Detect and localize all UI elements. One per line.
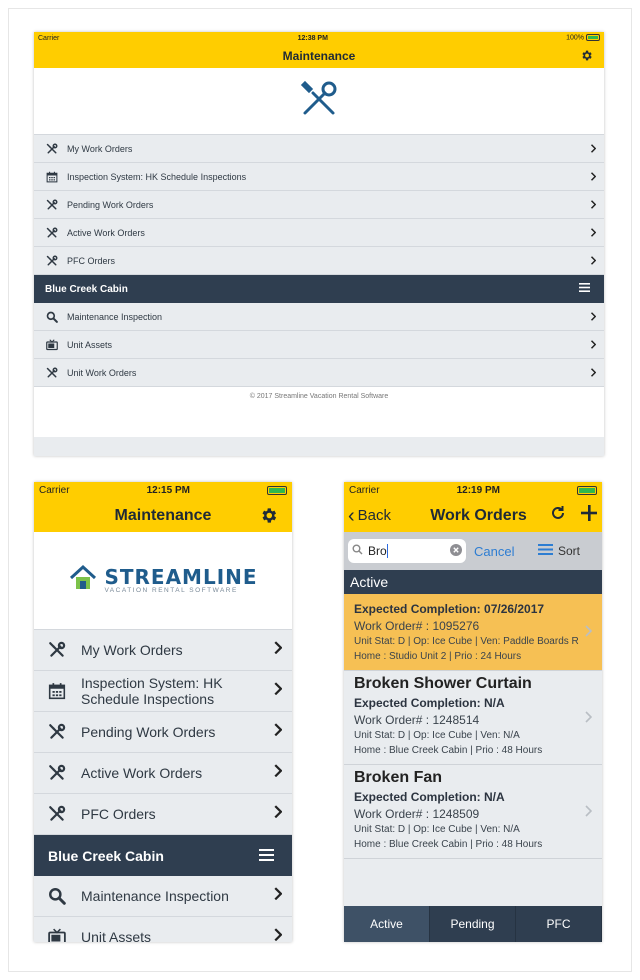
menu-item-maintenance-inspection[interactable] (34, 876, 292, 917)
tab-bar (344, 906, 602, 942)
page-title: Maintenance (114, 506, 212, 524)
unit-name: Blue Creek Cabin (48, 847, 164, 864)
menu-item-pending-work-orders[interactable] (34, 712, 292, 753)
search-icon (352, 544, 363, 558)
work-order-card[interactable] (344, 594, 602, 671)
tools-icon (46, 641, 68, 659)
menu-item-pfc-orders[interactable] (34, 247, 604, 275)
search-input[interactable] (348, 539, 466, 563)
search-icon (44, 311, 60, 323)
menu-item-label: Inspection System: HK Schedule Inspections (81, 675, 223, 707)
tools-icon (44, 367, 60, 379)
tab-active[interactable]: Active (344, 906, 430, 942)
tools-icon (46, 723, 68, 741)
footer-copyright: © 2017 Streamline Vacation Rental Software (34, 387, 604, 437)
battery-icon (577, 486, 597, 495)
battery-icon (586, 34, 600, 41)
status-time: 12:15 PM (146, 485, 190, 496)
menu-item-pending-work-orders[interactable] (34, 191, 604, 219)
menu-item-maintenance-inspection[interactable] (34, 303, 604, 331)
chevron-right-icon (273, 723, 282, 742)
chevron-left-icon: ‹ (348, 504, 355, 527)
status-bar (34, 482, 292, 499)
menu-item-my-work-orders[interactable] (34, 135, 604, 163)
main-menu (34, 135, 604, 275)
menu-item-label: PFC Orders (81, 806, 156, 822)
search-bar (344, 532, 602, 570)
list-icon (538, 544, 553, 558)
chevron-right-icon (590, 366, 596, 380)
menu-item-label: Inspection System: HK Schedule Inspections (67, 171, 247, 182)
carrier-label: Carrier (38, 34, 60, 42)
menu-item-label: Maintenance Inspection (81, 888, 229, 904)
streamline-logo (34, 532, 292, 630)
unit-section-header[interactable] (34, 275, 604, 303)
chevron-right-icon (584, 710, 592, 726)
chevron-right-icon (273, 764, 282, 783)
battery-percent: 100% (566, 34, 585, 42)
carrier-label: Carrier (349, 485, 380, 496)
unit-status: Unit Stat: D | Op: Ice Cube | Ven: N/A (354, 824, 520, 835)
menu-item-active-work-orders[interactable] (34, 219, 604, 247)
chevron-right-icon (590, 310, 596, 324)
menu-item-label: Unit Work Orders (67, 367, 137, 378)
unit-name: Blue Creek Cabin (45, 283, 128, 295)
menu-item-inspection-system-hk-schedule-inspections[interactable] (34, 163, 604, 191)
unit-menu (34, 303, 604, 387)
work-order-card[interactable] (344, 671, 602, 765)
back-label: Back (357, 507, 392, 524)
menu-item-label: My Work Orders (81, 642, 183, 658)
home-priority: Home : Studio Unit 2 | Prio : 24 Hours (354, 651, 522, 662)
chevron-right-icon (590, 226, 596, 240)
menu-item-label: Pending Work Orders (81, 724, 216, 740)
tab-pending[interactable]: Pending (430, 906, 516, 942)
chevron-right-icon (584, 804, 592, 820)
nav-bar (34, 499, 292, 532)
calendar-icon (46, 682, 68, 700)
unit-menu (34, 876, 292, 942)
chevron-right-icon (273, 641, 282, 660)
calendar-icon (44, 171, 60, 183)
home-priority: Home : Blue Creek Cabin | Prio : 48 Hours (354, 839, 543, 850)
menu-item-my-work-orders[interactable] (34, 630, 292, 671)
tab-pfc[interactable]: PFC (516, 906, 602, 942)
menu-item-unit-assets[interactable] (34, 331, 604, 359)
logo-name: STREAMLINE (104, 565, 258, 589)
house-logo-icon (68, 563, 98, 598)
nav-bar (344, 499, 602, 532)
cancel-button[interactable]: Cancel (474, 543, 515, 559)
nav-actions (550, 504, 598, 527)
hamburger-icon[interactable] (259, 848, 274, 864)
back-button[interactable] (348, 506, 391, 526)
tools-icon (44, 199, 60, 211)
unit-section-header[interactable] (34, 835, 292, 876)
menu-item-active-work-orders[interactable] (34, 753, 292, 794)
sort-label: Sort (558, 544, 581, 558)
expected-completion: Expected Completion: N/A (354, 696, 505, 710)
chevron-right-icon (273, 887, 282, 906)
menu-item-label: PFC Orders (67, 255, 116, 266)
tools-icon (44, 143, 60, 155)
menu-item-label: Active Work Orders (67, 227, 145, 238)
menu-item-unit-assets[interactable] (34, 917, 292, 942)
phone-workorders-screen (344, 482, 602, 942)
tv-icon (44, 339, 60, 351)
page-title: Work Orders (430, 506, 527, 524)
menu-item-label: Pending Work Orders (67, 199, 154, 210)
chevron-right-icon (584, 624, 592, 640)
tools-icon (46, 764, 68, 782)
status-time: 12:38 PM (297, 34, 328, 42)
search-icon (46, 887, 68, 905)
sort-button[interactable] (538, 544, 580, 558)
gear-icon[interactable] (259, 506, 278, 530)
home-priority: Home : Blue Creek Cabin | Prio : 48 Hours (354, 745, 543, 756)
battery-indicator (566, 34, 600, 41)
unit-status: Unit Stat: D | Op: Ice Cube | Ven: N/A (354, 730, 520, 741)
chevron-right-icon (590, 338, 596, 352)
status-time: 12:19 PM (456, 485, 500, 496)
menu-item-pfc-orders[interactable] (34, 794, 292, 835)
expected-completion: Expected Completion: N/A (354, 790, 505, 804)
tools-icon (44, 255, 60, 267)
work-order-number: Work Order# : 1095276 (354, 619, 480, 633)
menu-item-label: Maintenance Inspection (67, 311, 163, 322)
nav-bar (34, 44, 604, 68)
expected-completion: Expected Completion: 07/26/2017 (354, 602, 545, 616)
hamburger-icon[interactable] (579, 283, 590, 295)
logo-text (104, 567, 257, 594)
search-value: Bro (368, 543, 387, 558)
menu-item-label: Unit Assets (81, 929, 152, 942)
status-bar (344, 482, 602, 499)
main-menu (34, 630, 292, 835)
page-title: Maintenance (282, 49, 356, 63)
clear-icon[interactable] (450, 544, 462, 559)
tools-icon (46, 805, 68, 823)
wrench-screwdriver-icon (297, 77, 341, 126)
menu-item-label: Unit Assets (67, 339, 113, 350)
work-order-title: Broken Shower Curtain (354, 675, 532, 692)
gear-icon[interactable] (580, 49, 593, 65)
ipad-screen (34, 32, 604, 456)
unit-status: Unit Stat: D | Op: Ice Cube | Ven: Paddle Boards R (354, 636, 579, 647)
logo-tagline: VACATION RENTAL SOFTWARE (104, 587, 238, 594)
tools-icon (44, 227, 60, 239)
menu-item-label: My Work Orders (67, 143, 133, 154)
status-bar (34, 32, 604, 44)
menu-item-unit-work-orders[interactable] (34, 359, 604, 387)
section-header-active: Active (344, 570, 602, 594)
chevron-right-icon (590, 254, 596, 268)
chevron-right-icon (273, 805, 282, 824)
work-order-number: Work Order# : 1248509 (354, 807, 480, 821)
phone-menu-screen (34, 482, 292, 942)
menu-item-inspection-system-hk-schedule-inspections[interactable] (34, 671, 292, 712)
logo-area (34, 68, 604, 135)
battery-icon (267, 486, 287, 495)
chevron-right-icon (590, 170, 596, 184)
add-icon[interactable] (580, 504, 598, 527)
work-order-title: Broken Fan (354, 769, 443, 786)
work-order-list (344, 594, 602, 859)
menu-item-label: Active Work Orders (81, 765, 203, 781)
work-order-card[interactable] (344, 765, 602, 859)
work-order-number: Work Order# : 1248514 (354, 713, 480, 727)
tv-icon (46, 928, 68, 942)
chevron-right-icon (273, 928, 282, 942)
chevron-right-icon (590, 142, 596, 156)
carrier-label: Carrier (39, 485, 70, 496)
chevron-right-icon (590, 198, 596, 212)
chevron-right-icon (273, 682, 282, 701)
refresh-icon[interactable] (550, 505, 566, 526)
